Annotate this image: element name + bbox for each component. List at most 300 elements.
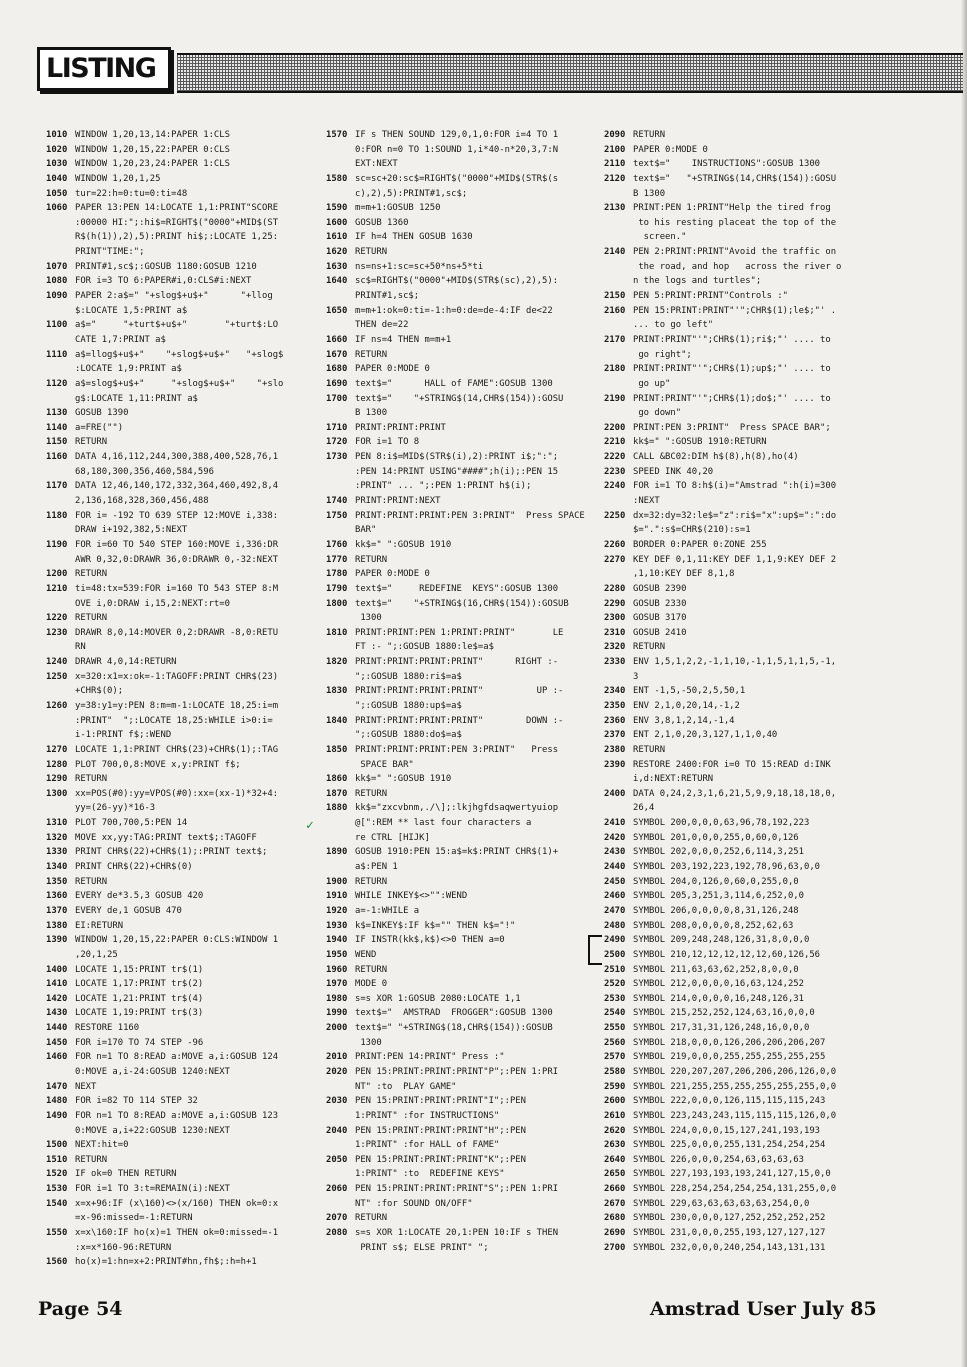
line-number: 1510 [46, 1154, 68, 1165]
line-number: 1560 [46, 1257, 68, 1268]
line-number [326, 465, 355, 480]
line-number [326, 1138, 355, 1153]
line-number: 1610 [326, 232, 348, 243]
code-line [326, 538, 588, 553]
line-number: 1860 [326, 774, 348, 785]
code-line [46, 1124, 308, 1139]
code-line [604, 1080, 862, 1095]
line-number: 1350 [46, 876, 68, 887]
code-line [604, 831, 862, 846]
code-line [604, 538, 862, 553]
code-line [604, 421, 862, 436]
code-text: PRINT:PEN 14:PRINT" Press :" [355, 1052, 505, 1063]
code-text: k$=INKEY$:IF k$="" THEN k$="!" [355, 920, 516, 931]
line-number: 2650 [604, 1169, 626, 1180]
code-line [326, 1006, 588, 1021]
code-line [326, 348, 588, 363]
code-line [326, 670, 588, 685]
line-number: 2490 [604, 935, 626, 946]
code-line [604, 523, 862, 538]
code-line [326, 743, 588, 758]
code-text: PEN 15:PRINT:PRINT:PRINT"I";:PEN [355, 1096, 526, 1107]
code-line [46, 582, 308, 597]
code-text: WINDOW 1,20,1,25 [75, 173, 161, 184]
line-number [46, 714, 75, 729]
line-number: 1840 [326, 715, 348, 726]
code-line [326, 1065, 588, 1080]
code-line [604, 1138, 862, 1153]
code-line [604, 377, 862, 392]
code-line [46, 992, 308, 1007]
code-text: SYMBOL 230,0,0,0,127,252,252,252,252 [633, 1213, 826, 1224]
code-line [604, 845, 862, 860]
code-line [604, 274, 862, 289]
line-number [46, 465, 75, 480]
line-number [326, 611, 355, 626]
code-line [604, 304, 862, 319]
line-number: 2040 [326, 1125, 348, 1136]
line-number: 2400 [604, 788, 626, 799]
code-text: PLOT 700,700,5:PEN 14 [75, 818, 188, 829]
code-text: 26,4 [633, 803, 655, 814]
code-text: SYMBOL 206,0,0,0,0,8,31,126,248 [633, 905, 799, 916]
code-text: dx=32:dy=32:le$="z":ri$="x":up$=":":do [633, 510, 837, 521]
line-number: 1590 [326, 203, 348, 214]
code-line [326, 260, 588, 275]
line-number [604, 772, 633, 787]
line-number: 2620 [604, 1125, 626, 1136]
code-line [604, 362, 862, 377]
code-text: SYMBOL 226,0,0,0,254,63,63,63,63 [633, 1154, 804, 1165]
code-text: GOSUB 1910:PEN 15:a$=k$:PRINT CHR$(1)+ [355, 847, 559, 858]
line-number [326, 1036, 355, 1051]
line-number [326, 816, 355, 831]
code-text: THEN de=22 [355, 320, 409, 331]
line-number: 2110 [604, 159, 626, 170]
line-number: 1040 [46, 173, 68, 184]
code-text: 68,180,300,356,460,584,596 [75, 466, 214, 477]
code-text: RETURN [355, 1213, 388, 1224]
code-text: i-1:PRINT f$;:WEND [75, 730, 172, 741]
code-text: RETURN [633, 744, 666, 755]
code-line [46, 860, 308, 875]
code-line [604, 318, 862, 333]
code-text: kk$=" ":GOSUB 1910 [355, 539, 452, 550]
line-number: 1370 [46, 905, 68, 916]
code-line [604, 260, 862, 275]
code-line [326, 728, 588, 743]
code-text: PRINT s$; ELSE PRINT" "; [355, 1242, 489, 1253]
code-text: WINDOW 1,20,15,22:PAPER 0:CLS:WINDOW 1 [75, 935, 279, 946]
line-number: 1450 [46, 1037, 68, 1048]
line-number: 1650 [326, 305, 348, 316]
code-text: RETURN [355, 247, 388, 258]
code-line [46, 714, 308, 729]
code-line [46, 392, 308, 407]
code-line [326, 362, 588, 377]
line-number [326, 860, 355, 875]
code-text: CATE 1,7:PRINT a$ [75, 334, 166, 345]
code-text: EVERY de*3.5,3 GOSUB 420 [75, 891, 204, 902]
code-line [326, 626, 588, 641]
line-number: 2090 [604, 130, 626, 140]
line-number [326, 289, 355, 304]
code-line [46, 1153, 308, 1168]
code-text: LOCATE 1,17:PRINT tr$(2) [75, 979, 204, 990]
code-line [604, 1241, 862, 1256]
code-line [326, 1226, 588, 1241]
code-line [326, 787, 588, 802]
code-text: :x=x*160-96:RETURN [75, 1242, 172, 1253]
code-line [604, 1094, 862, 1109]
code-text: PRINT:PRINT"'";CHR$(1);up$;"' .... to [633, 364, 831, 375]
line-number [326, 1197, 355, 1212]
code-line [604, 494, 862, 509]
code-text: kk$=" ":GOSUB 1910 [355, 774, 452, 785]
code-line [604, 392, 862, 407]
code-text: SYMBOL 204,0,126,0,60,0,255,0,0 [633, 876, 799, 887]
line-number [604, 318, 633, 333]
code-line [326, 1182, 588, 1197]
code-text: BAR" [355, 525, 377, 536]
line-number: 1730 [326, 452, 348, 463]
code-line [46, 1036, 308, 1051]
line-number: 1530 [46, 1184, 68, 1195]
code-line [326, 465, 588, 480]
code-line [604, 465, 862, 480]
code-text: EVERY de,1 GOSUB 470 [75, 905, 182, 916]
code-text: IF s THEN SOUND 129,0,1,0:FOR i=4 TO 1 [355, 130, 559, 140]
code-line [604, 611, 862, 626]
code-text: xx=POS(#0):yy=VPOS(#0):xx=(xx-1)*32+4: [75, 788, 279, 799]
code-line [326, 860, 588, 875]
line-number [604, 801, 633, 816]
code-text: PEN 15:PRINT:PRINT"'";CHR$(1);le$;"' . [633, 305, 837, 316]
code-line [46, 787, 308, 802]
code-text: ";:GOSUB 1880:ri$=a$ [355, 671, 462, 682]
code-text: MOVE xx,yy:TAG:PRINT text$;:TAGOFF [75, 832, 257, 843]
line-number: 2120 [604, 173, 626, 184]
line-number: 1780 [326, 569, 348, 580]
line-number: 2590 [604, 1081, 626, 1092]
code-line [46, 626, 308, 641]
code-line [326, 977, 588, 992]
code-line [326, 392, 588, 407]
header-halftone-stripe [177, 53, 963, 93]
code-text: RETURN [355, 964, 388, 975]
code-line [604, 860, 862, 875]
code-text: ";:GOSUB 1880:do$=a$ [355, 730, 462, 741]
code-text: PRINT:PRINT:PRINT:PRINT" DOWN :- [355, 715, 564, 726]
code-text: GOSUB 1390 [75, 408, 129, 419]
line-number: 2200 [604, 422, 626, 433]
code-line [326, 655, 588, 670]
code-text: KEY DEF 0,1,11:KEY DEF 1,1,9:KEY DEF 2 [633, 554, 837, 565]
line-number: 1070 [46, 261, 68, 272]
code-line [46, 1138, 308, 1153]
code-line [46, 187, 308, 202]
code-text: RETURN [633, 130, 666, 140]
code-line [46, 1080, 308, 1095]
code-line [604, 875, 862, 890]
code-line [604, 743, 862, 758]
code-line [326, 435, 588, 450]
line-number: 2330 [604, 657, 626, 668]
code-text: AWR 0,32,0:DRAWR 36,0:DRAWR 0,-32:NEXT [75, 554, 279, 565]
code-text: x=320:x1=x:ok=-1:TAGOFF:PRINT CHR$(23) [75, 671, 279, 682]
line-number [604, 406, 633, 421]
line-number [46, 1124, 75, 1139]
code-text: n the logs and turtles"; [633, 276, 762, 287]
code-text: PLOT 700,0,8:MOVE x,y:PRINT f$; [75, 759, 241, 770]
line-number: 1440 [46, 1023, 68, 1034]
line-number: 1250 [46, 671, 68, 682]
code-text: 0:MOVE a,i-24:GOSUB 1240:NEXT [75, 1067, 230, 1077]
code-text: x=x+96:IF (x\160)<>(x/160) THEN ok=0:x [75, 1198, 279, 1209]
line-number: 1870 [326, 788, 348, 799]
line-number: 2000 [326, 1023, 348, 1034]
line-number: 2420 [604, 832, 626, 843]
line-number: 1930 [326, 920, 348, 931]
code-line [46, 201, 308, 216]
line-number: 2500 [604, 949, 626, 960]
code-text: SYMBOL 208,0,0,0,0,8,252,62,63 [633, 920, 794, 931]
line-number: 1220 [46, 613, 68, 624]
line-number: 1050 [46, 188, 68, 199]
code-text: :PRINT" ";:LOCATE 18,25:WHILE i>0:i= [75, 715, 273, 726]
code-line [326, 421, 588, 436]
code-text: SYMBOL 202,0,0,0,252,6,114,3,251 [633, 847, 804, 858]
code-text: go down" [633, 408, 682, 419]
code-line [604, 801, 862, 816]
code-text: a$=llog$+u$+" "+slog$+u$+" "+slog$ [75, 349, 284, 360]
code-line [604, 187, 862, 202]
line-number: 1600 [326, 217, 348, 228]
code-text: RETURN [75, 569, 108, 580]
line-number: 1940 [326, 935, 348, 946]
code-line [604, 714, 862, 729]
code-line [604, 172, 862, 187]
code-text: go up" [633, 378, 671, 389]
code-text: RESTORE 1160 [75, 1023, 140, 1034]
line-number [326, 157, 355, 172]
line-number [326, 406, 355, 421]
code-line [46, 348, 308, 363]
code-text: 3 [633, 671, 639, 682]
line-number: 1570 [326, 130, 348, 140]
line-number: 2450 [604, 876, 626, 887]
code-line [326, 494, 588, 509]
code-line [326, 611, 588, 626]
code-line [326, 699, 588, 714]
code-text: 1300 [355, 613, 382, 624]
code-line [46, 567, 308, 582]
line-number: 2630 [604, 1140, 626, 1151]
line-number: 1770 [326, 554, 348, 565]
line-number [46, 304, 75, 319]
line-number [326, 1080, 355, 1095]
line-number: 1890 [326, 847, 348, 858]
code-text: SYMBOL 218,0,0,0,126,206,206,206,207 [633, 1037, 826, 1048]
code-line [604, 1167, 862, 1182]
code-line [46, 1109, 308, 1124]
code-text: WINDOW 1,20,15,22:PAPER 0:CLS [75, 144, 230, 155]
code-text: :NEXT [633, 496, 660, 507]
code-text: ENT 2,1,0,20,3,127,1,1,0,40 [633, 730, 778, 741]
line-number: 2570 [604, 1052, 626, 1063]
code-text: screen." [633, 232, 687, 243]
code-text: text$=" HALL of FAME":GOSUB 1300 [355, 378, 553, 389]
code-text: c),2),5):PRINT#1,sc$; [355, 188, 468, 199]
code-line [46, 875, 308, 890]
line-number: 2220 [604, 452, 626, 463]
code-line [326, 245, 588, 260]
line-number: 1630 [326, 261, 348, 272]
code-line [604, 904, 862, 919]
code-line [46, 245, 308, 260]
line-number: 1430 [46, 1008, 68, 1019]
code-line [604, 977, 862, 992]
code-text: ENV 1,5,1,2,2,-1,1,10,-1,1,5,1,1,5,-1, [633, 657, 837, 668]
code-text: NT" :for SOUND ON/OFF" [355, 1198, 473, 1209]
page-number: Page 54 [38, 1298, 123, 1320]
line-number: 1790 [326, 583, 348, 594]
code-line [46, 304, 308, 319]
code-line [46, 509, 308, 524]
line-number: 1180 [46, 510, 68, 521]
code-text: PRINT"TIME:"; [75, 247, 145, 258]
code-text: DATA 0,24,2,3,1,6,21,5,9,9,18,18,18,0, [633, 788, 837, 799]
code-line [46, 538, 308, 553]
code-line [604, 289, 862, 304]
code-line [326, 406, 588, 421]
line-number [326, 831, 355, 846]
code-line [46, 743, 308, 758]
code-line [46, 597, 308, 612]
code-text: FOR i=3 TO 6:PAPER#i,0:CLS#i:NEXT [75, 276, 252, 287]
line-number: 1080 [46, 276, 68, 287]
magazine-issue: Amstrad User July 85 [650, 1298, 877, 1320]
line-number: 1850 [326, 744, 348, 755]
code-text: RETURN [75, 613, 108, 624]
line-number: 2690 [604, 1228, 626, 1239]
line-number: 1820 [326, 657, 348, 668]
code-line [46, 670, 308, 685]
line-number [46, 245, 75, 260]
code-text: ti=48:tx=539:FOR i=160 TO 543 STEP 8:M [75, 583, 279, 594]
line-number [46, 362, 75, 377]
code-text: SYMBOL 219,0,0,0,255,255,255,255,255 [633, 1052, 826, 1063]
code-text: text$=" AMSTRAD FROGGER":GOSUB 1300 [355, 1008, 553, 1019]
line-number: 1740 [326, 496, 348, 507]
code-line [604, 728, 862, 743]
line-number: 2530 [604, 993, 626, 1004]
code-line [46, 128, 308, 143]
line-number: 2240 [604, 481, 626, 492]
line-number: 2080 [326, 1228, 348, 1239]
code-text: IF ok=0 THEN RETURN [75, 1169, 177, 1180]
code-text: m=m+1:ok=0:ti=-1:h=0:de=de-4:IF de<22 [355, 305, 553, 316]
code-text: i,d:NEXT:RETURN [633, 774, 714, 785]
code-text: RETURN [633, 642, 666, 653]
line-number: 1470 [46, 1081, 68, 1092]
code-line [46, 831, 308, 846]
line-number: 1360 [46, 891, 68, 902]
code-text: RETURN [75, 876, 108, 887]
line-number: 1520 [46, 1169, 68, 1180]
code-text: LOCATE 1,15:PRINT tr$(1) [75, 964, 204, 975]
code-text: RETURN [355, 788, 388, 799]
code-text: text$=" "+STRING$(14,CHR$(154)):GOSU [355, 393, 564, 404]
code-text: ,1,10:KEY DEF 8,1,8 [633, 569, 735, 580]
line-number: 2700 [604, 1242, 626, 1253]
code-text: FOR i= -192 TO 639 STEP 12:MOVE i,338: [75, 510, 279, 521]
code-line [46, 904, 308, 919]
line-number [604, 567, 633, 582]
handwritten-bracket-mark [588, 935, 602, 965]
code-line [46, 772, 308, 787]
line-number: 2640 [604, 1154, 626, 1165]
code-text: SYMBOL 232,0,0,0,240,254,143,131,131 [633, 1242, 826, 1253]
code-line [604, 1036, 862, 1051]
code-line [46, 889, 308, 904]
line-number: 2610 [604, 1110, 626, 1121]
line-number: 1230 [46, 627, 68, 638]
code-text: WINDOW 1,20,23,24:PAPER 1:CLS [75, 159, 230, 170]
listing-header [37, 47, 963, 97]
line-number [326, 640, 355, 655]
code-text: WHILE INKEY$<>"":WEND [355, 891, 468, 902]
code-line [604, 1124, 862, 1139]
line-number: 2340 [604, 686, 626, 697]
code-text: the road, and hop across the river o [633, 261, 842, 272]
line-number: 1920 [326, 905, 348, 916]
code-line [46, 1167, 308, 1182]
line-number [46, 494, 75, 509]
code-text: FOR i=1 TO 3:t=REMAIN(i):NEXT [75, 1184, 230, 1195]
code-text: +CHR$(0); [75, 686, 124, 697]
line-number [604, 670, 633, 685]
code-text: ENV 3,8,1,2,14,-1,4 [633, 715, 735, 726]
line-number: 1540 [46, 1198, 68, 1209]
code-line [46, 157, 308, 172]
code-line [604, 933, 862, 948]
code-text: RETURN [75, 1154, 108, 1165]
code-line [46, 523, 308, 538]
code-text: FT :- ";:GOSUB 1880:le$=a$ [355, 642, 494, 653]
line-number: 2440 [604, 862, 626, 873]
code-line [46, 977, 308, 992]
code-line [326, 128, 588, 143]
code-text: SYMBOL 214,0,0,0,0,16,248,126,31 [633, 993, 804, 1004]
code-line [604, 1197, 862, 1212]
code-text: NEXT:hit=0 [75, 1140, 129, 1151]
code-text: OVE i,0:DRAW i,15,2:NEXT:rt=0 [75, 598, 230, 609]
code-text: re CTRL [HIJK] [355, 832, 430, 843]
code-line [46, 289, 308, 304]
code-text: SYMBOL 203,192,223,192,78,96,63,0,0 [633, 862, 821, 873]
code-line [604, 597, 862, 612]
line-number: 1910 [326, 891, 348, 902]
line-number: 1060 [46, 203, 68, 214]
code-line [46, 230, 308, 245]
line-number: 1980 [326, 993, 348, 1004]
code-text: :00000 HI:";:hi$=RIGHT$("0000"+MID$(ST [75, 217, 279, 228]
line-number: 1200 [46, 569, 68, 580]
code-line [46, 684, 308, 699]
line-number [46, 230, 75, 245]
line-number: 2020 [326, 1067, 348, 1077]
